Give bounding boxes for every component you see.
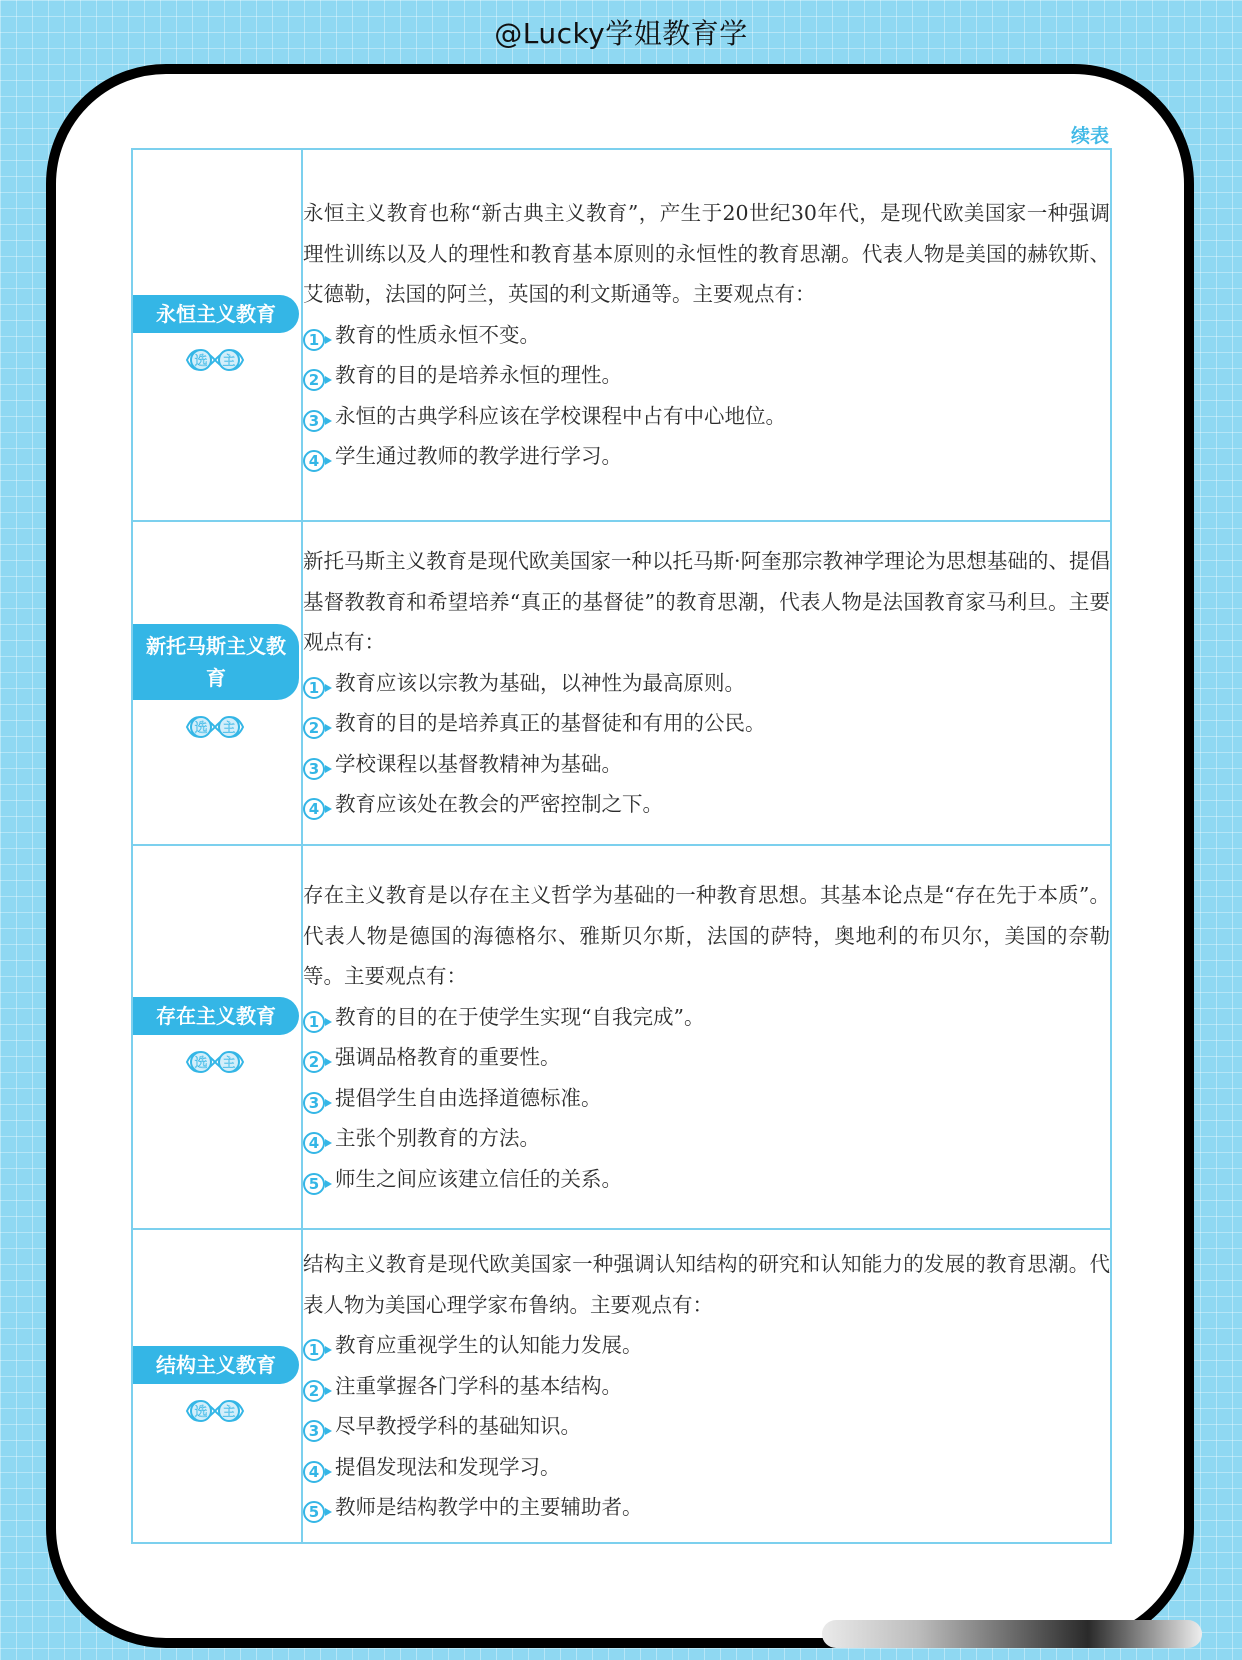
number-badge: 1 [303,1339,325,1361]
row-label: 存在主义教育 [133,997,299,1035]
row-content [302,149,1111,521]
point-text: 教育的性质永恒不变。 [335,322,540,347]
number-badge: 4 [303,1461,325,1483]
point-text: 注重掌握各门学科的基本结构。 [335,1373,622,1398]
row-intro: 结构主义教育是现代欧美国家一种强调认知结构的研究和认知能力的发展的教育思潮。代表人物为美国心理学家布鲁纳。主要观点有： [303,1252,1110,1317]
list-item [303,355,1110,396]
point-text: 教育的目的在于使学生实现“自我完成”。 [335,1004,705,1029]
row-header [132,1229,302,1543]
table-row [132,149,1111,521]
table-row [132,521,1111,845]
watermark: @Lucky学姐教育学 [494,17,748,50]
select-main-badge-icon [183,1047,247,1077]
list-item [303,784,1110,825]
list-item [303,396,1110,437]
point-text: 教育应该处在教会的严密控制之下。 [335,792,663,817]
number-badge: 4 [303,798,325,820]
row-content [302,845,1111,1229]
list-item [303,997,1110,1038]
bottom-scrollbar [822,1620,1202,1648]
row-intro: 存在主义教育是以存在主义哲学为基础的一种教育思想。其基本论点是“存在先于本质”。代表人物是德国的海德格尔、雅斯贝尔斯，法国的萨特，奥地利的布贝尔，美国的奈勒等。主要观点有： [303,883,1110,988]
number-badge: 4 [303,450,325,472]
philosophy-table [131,148,1112,1544]
row-content [302,521,1111,845]
list-item [303,1118,1110,1159]
point-text: 教育应该以宗教为基础，以神性为最高原则。 [335,670,745,695]
row-label: 永恒主义教育 [133,295,299,333]
list-item [303,1325,1110,1366]
number-badge: 5 [303,1173,325,1195]
continued-label: 续表 [1070,125,1109,147]
number-badge: 5 [303,1501,325,1523]
point-text: 提倡发现法和发现学习。 [335,1454,561,1479]
point-text: 学校课程以基督教精神为基础。 [335,751,622,776]
point-text: 尽早教授学科的基础知识。 [335,1414,581,1439]
list-item [303,315,1110,356]
list-item [303,1159,1110,1200]
svg-text:选: 选 [194,721,208,736]
svg-text:选: 选 [194,354,208,369]
select-main-badge-icon [183,1396,247,1426]
list-item [303,1037,1110,1078]
point-text: 永恒的古典学科应该在学校课程中占有中心地位。 [335,403,786,428]
svg-text:选: 选 [194,1056,208,1071]
svg-text:主: 主 [222,1405,236,1420]
list-item [303,1447,1110,1488]
number-badge: 3 [303,410,325,432]
list-item [303,436,1110,477]
number-badge: 3 [303,1420,325,1442]
number-badge: 2 [303,717,325,739]
row-intro: 新托马斯主义教育是现代欧美国家一种以托马斯·阿奎那宗教神学理论为思想基础的、提倡基督教教育和希望培养“真正的基督徒”的教育思潮，代表人物是法国教育家马利旦。主要观点有： [303,549,1110,655]
number-badge: 2 [303,1380,325,1402]
number-badge: 1 [303,677,325,699]
row-header [132,521,302,845]
list-item [303,1406,1110,1447]
point-text: 学生通过教师的教学进行学习。 [335,444,622,469]
point-text: 提倡学生自由选择道德标准。 [335,1085,602,1110]
number-badge: 2 [303,369,325,391]
point-text: 主张个别教育的方法。 [335,1126,540,1150]
list-item [303,1366,1110,1407]
table-row [132,845,1111,1229]
svg-text:主: 主 [222,1056,236,1071]
list-item [303,663,1110,704]
number-badge: 1 [303,1011,325,1033]
svg-text:选: 选 [194,1405,208,1420]
svg-text:主: 主 [222,721,236,736]
row-header [132,845,302,1229]
number-badge: 3 [303,758,325,780]
row-label: 新托马斯主义教育 [133,624,299,700]
row-header [132,149,302,521]
select-main-badge-icon [183,345,247,375]
row-intro: 永恒主义教育也称“新古典主义教育”，产生于20世纪30年代，是现代欧美国家一种强调理性训练以及人的理性和教育基本原则的永恒性的教育思潮。代表人物是美国的赫钦斯、艾德勒，法国的阿兰，英国的利文斯通等。主要观点有： [303,201,1110,307]
table-row [132,1229,1111,1543]
point-text: 教育的目的是培养真正的基督徒和有用的公民。 [335,711,766,736]
svg-text:主: 主 [222,354,236,369]
point-text: 教师是结构教学中的主要辅助者。 [335,1495,643,1520]
number-badge: 4 [303,1132,325,1154]
point-text: 教育的目的是培养永恒的理性。 [335,363,622,388]
number-badge: 2 [303,1051,325,1073]
point-text: 师生之间应该建立信任的关系。 [335,1166,622,1191]
row-content [302,1229,1111,1543]
list-item [303,703,1110,744]
list-item [303,1487,1110,1528]
select-main-badge-icon [183,712,247,742]
point-text: 教育应重视学生的认知能力发展。 [335,1333,643,1358]
point-text: 强调品格教育的重要性。 [335,1045,561,1069]
number-badge: 3 [303,1092,325,1114]
row-label: 结构主义教育 [133,1346,299,1384]
number-badge: 1 [303,329,325,351]
list-item [303,744,1110,785]
list-item [303,1078,1110,1119]
